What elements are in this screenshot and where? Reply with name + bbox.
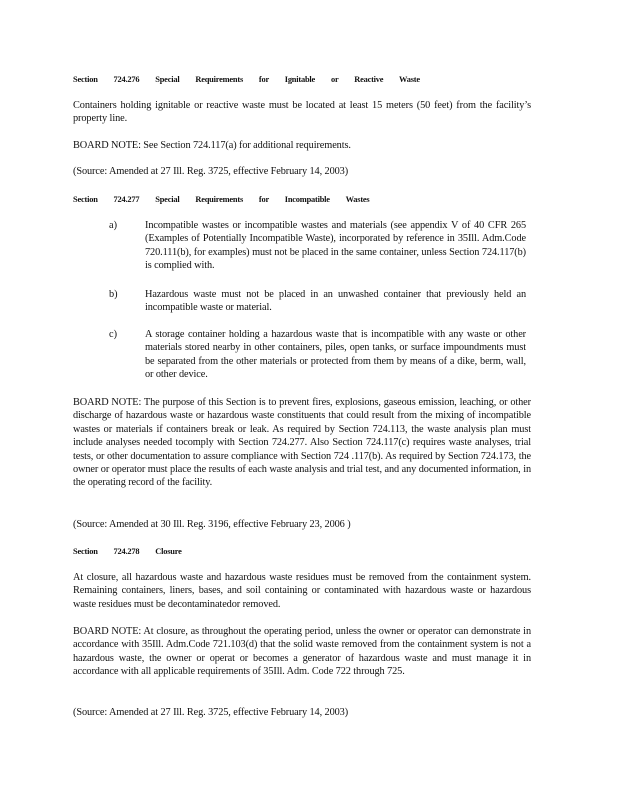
item-a-text: Incompatible wastes or incompatible wastes and materials (see appendix V of 40 CFR 265 (Examples of Potentially Incompatible Waste), incorporated by reference in 35Ill. Adm.Code 720.111(b), for examples) must not be placed in the same container, unless Section 724.117(b) is complied with.: [145, 220, 526, 272]
section-724-278-heading: Section 724.278 Closure: [73, 547, 182, 556]
item-a-label: a): [109, 220, 117, 231]
section-724-278-body: At closure, all hazardous waste and hazardous waste residues must be removed from the containment system. Remaining containers, liners, bases, and soil containing or contaminated with hazardous waste or hazardous waste residues must be decontaminatedor removed.: [73, 572, 531, 610]
item-b-label: b): [109, 289, 118, 300]
section-724-277-heading: Section 724.277 Special Requirements for Incompatible Wastes: [73, 195, 370, 204]
section-724-277-board-note: BOARD NOTE: The purpose of this Section is to prevent fires, explosions, gaseous emission, leaching, or other discharge of hazardous waste or hazardous waste constituents that could result from the mixing of incompatible wastes or materials if containers break or leak. As required by Section 724.113, the waste analysis plan must include analyses needed tocomply with Section 724.277. Also Section 724.117(c) requires waste analyses, trial tests, or other documentation to assure compliance with Section 724 .117(b). As required by Section 724.173, the owner or operator must place the results of each waste analysis and trial test, and any documented information, in the operating record of the facility.: [73, 397, 531, 489]
item-c-text: A storage container holding a hazardous waste that is incompatible with any waste or other materials stored nearby in other containers, piles, open tanks, or surface impoundments must be separated from the other materials or protected from them by means of a dike, berm, wall, or other device.: [145, 329, 526, 381]
section-724-278-source: (Source: Amended at 27 Ill. Reg. 3725, effective February 14, 2003): [73, 707, 349, 718]
section-724-276-board-note: BOARD NOTE: See Section 724.117(a) for additional requirements.: [73, 140, 351, 151]
section-724-278-board-note: BOARD NOTE: At closure, as throughout the operating period, unless the owner or operator can demonstrate in accordance with 35Ill. Adm.Code 721.103(d) that the solid waste removed from the containment system is not a hazardous waste, the owner or operat or becomes a generator of hazardous waste and must manage it in accordance with all applicable requirements of 35Ill. Adm. Code 722 through 725.: [73, 626, 531, 678]
section-724-276-heading: Section 724.276 Special Requirements for Ignitable or Reactive Waste: [73, 75, 420, 84]
item-c-label: c): [109, 329, 117, 340]
section-724-276-source: (Source: Amended at 27 Ill. Reg. 3725, effective February 14, 2003): [73, 166, 349, 177]
section-724-277-source: (Source: Amended at 30 Ill. Reg. 3196, effective February 23, 2006 ): [73, 519, 351, 530]
item-b-text: Hazardous waste must not be placed in an unwashed container that previously held an incompatible waste or material.: [145, 289, 526, 314]
section-724-276-body: Containers holding ignitable or reactive waste must be located at least 15 meters (50 feet) from the facility’s property line.: [73, 100, 531, 125]
